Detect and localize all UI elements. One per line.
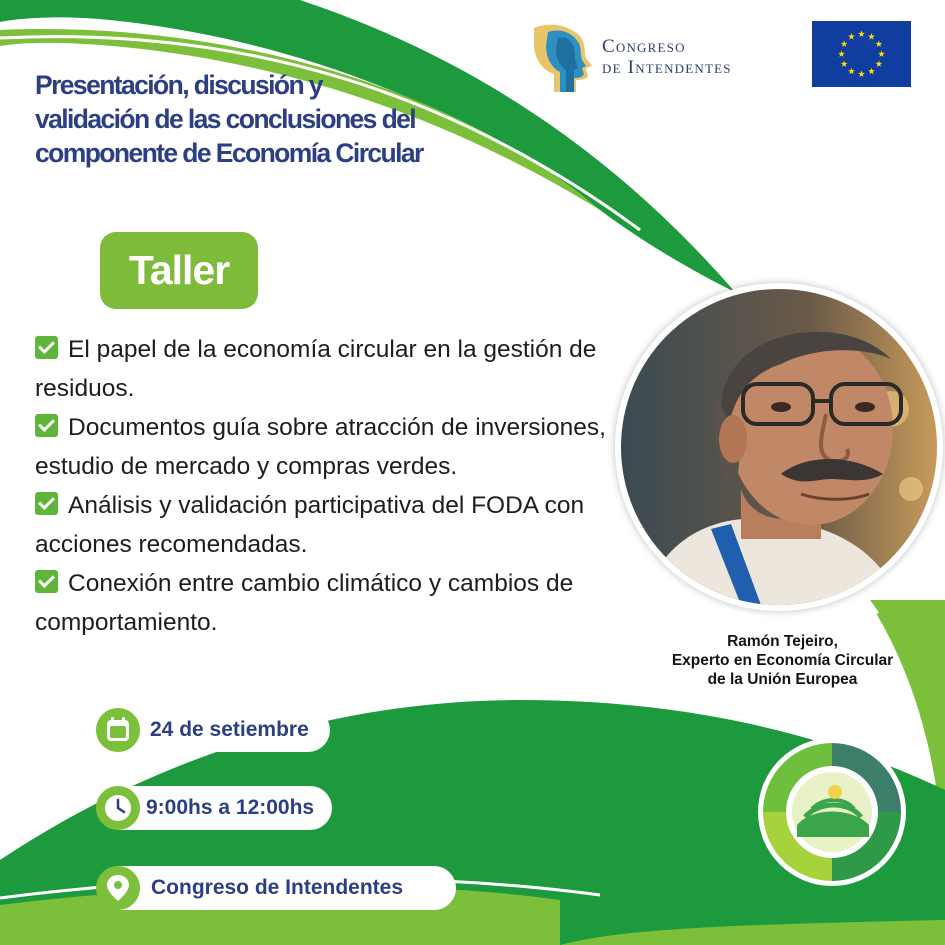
topic-item — [35, 564, 655, 642]
eu-star-icon — [841, 40, 848, 47]
check-icon — [35, 336, 58, 359]
eu-star-icon — [868, 33, 875, 40]
congreso-logo-line2: de Intendentes — [602, 57, 732, 78]
time-pill — [98, 786, 332, 830]
topic-list — [35, 330, 655, 642]
eu-star-icon — [858, 30, 865, 37]
event-time: 9:00hs a 12:00hs — [146, 796, 315, 819]
speaker-caption — [640, 632, 925, 689]
check-icon — [35, 492, 58, 515]
topic-item — [35, 486, 655, 564]
eu-star-icon — [875, 40, 882, 47]
speaker-photo — [615, 283, 943, 611]
check-icon — [35, 414, 58, 437]
topic-text: El papel de la economía circular en la gestión de residuos. — [35, 336, 597, 402]
topic-item — [35, 408, 655, 486]
clock-icon — [96, 786, 140, 830]
eu-star-icon — [848, 33, 855, 40]
congreso-logo-text — [602, 36, 732, 78]
european-union-flag — [812, 21, 911, 87]
profile-heads-icon — [528, 22, 594, 94]
venue-pill — [98, 866, 456, 910]
eu-stars-icon — [812, 21, 911, 87]
speaker-portrait — [621, 289, 937, 605]
speaker-role-line2: de la Unión Europea — [707, 671, 858, 688]
taller-badge: Taller — [100, 232, 258, 309]
event-venue: Congreso de Intendentes — [151, 876, 404, 899]
page-title: Presentación, discusión y validación de las conclusiones del componente de Economía Circular — [35, 70, 423, 168]
eu-star-icon — [858, 70, 865, 77]
residuos-economia-circular-logo — [757, 737, 907, 887]
eu-star-icon — [878, 50, 885, 57]
topic-text: Análisis y validación participativa del FODA con acciones recomendadas. — [35, 492, 585, 558]
eu-star-icon — [868, 68, 875, 75]
eu-star-icon — [875, 60, 882, 67]
speaker-role-line1: Experto en Economía Circular — [671, 652, 894, 669]
topic-text: Conexión entre cambio climático y cambios de comportamiento. — [35, 570, 574, 636]
congreso-de-intendentes-logo — [528, 22, 788, 94]
check-icon — [35, 570, 58, 593]
congreso-logo-line1: Congreso — [602, 36, 686, 57]
speaker-name: Ramón Tejeiro, — [727, 633, 838, 650]
topic-text: Documentos guía sobre atracción de inversiones, estudio de mercado y compras verdes. — [35, 414, 606, 480]
eu-star-icon — [841, 60, 848, 67]
event-date: 24 de setiembre — [150, 718, 309, 741]
eu-star-icon — [848, 68, 855, 75]
location-pin-icon — [96, 866, 140, 910]
calendar-icon — [96, 708, 140, 752]
topic-item — [35, 330, 655, 408]
eu-star-icon — [838, 50, 845, 57]
date-pill — [98, 708, 330, 752]
